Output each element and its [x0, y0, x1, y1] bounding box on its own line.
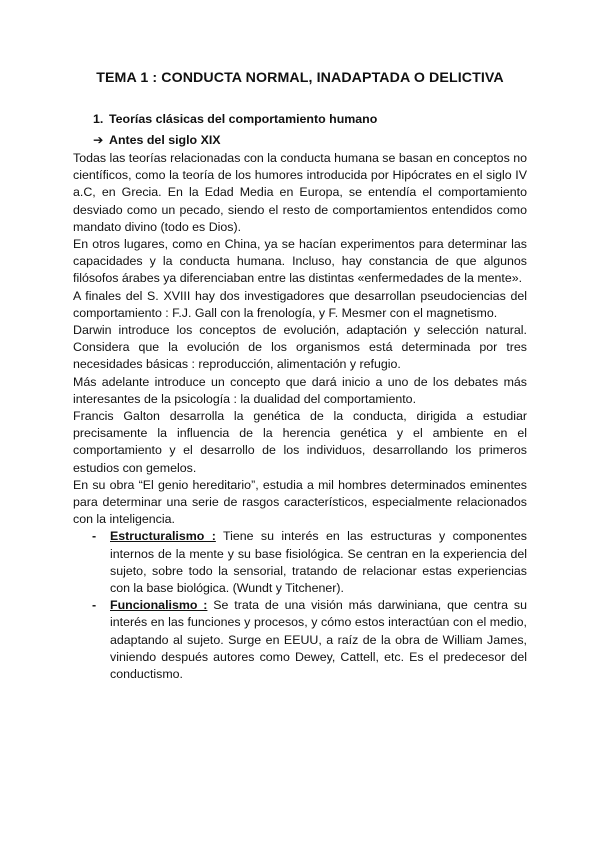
section-heading — [93, 110, 527, 129]
list-item — [92, 597, 527, 683]
arrow-right-icon: ➔ — [93, 133, 104, 147]
paragraph: Darwin introduce los conceptos de evolución, adaptación y selección natural. Considera que la evolución de los organismos está determinada por tres necesidades básicas : reproducción, alimentación y refugio. — [73, 323, 527, 372]
paragraph: En su obra “El genio hereditario”, estudia a mil hombres determinados eminentes para determinar una serie de rasgos característicos, especialmente relacionados con la inteligencia. — [73, 477, 527, 527]
section-heading-text: Teorías clásicas del comportamiento humano — [109, 112, 378, 126]
list-item-term: Funcionalismo : — [110, 598, 208, 613]
list-item — [92, 528, 527, 597]
paragraph: Todas las teorías relacionadas con la conducta humana se basan en conceptos no científicos, como la teoría de los humores introducida por Hipócrates en el siglo IV a.C, en Grecia. En la Edad Media en Europa, se entendía el comportamiento desviado como un pecado, siendo el resto de comportamientos entendidos como mandato divino (todo es Dios). — [73, 151, 527, 234]
subsection-heading-text: Antes del siglo XIX — [109, 133, 221, 147]
list-item-term: Estructuralismo : — [110, 529, 216, 544]
document-page — [73, 70, 527, 683]
schools-list — [73, 528, 527, 683]
page-title: TEMA 1 : CONDUCTA NORMAL, INADAPTADA O DELICTIVA — [96, 70, 504, 86]
paragraph: Francis Galton desarrolla la genética de la conducta, dirigida a estudiar precisamente la influencia de la herencia genética y el ambiente en el comportamiento y el desarrollo de los individuos, desarrollando los primeros estudios con gemelos. — [73, 409, 527, 475]
dash-bullet: - — [92, 598, 97, 613]
dash-bullet: - — [92, 529, 97, 544]
list-item-text: Tiene su interés en las estructuras y componentes internos de la mente y su base fisiológica. Se centran en la experiencia del sujeto, sobre todo la sensorial, tratando de relacionar estas experiencias con la base biológica. (Wundt y Titchener). — [110, 529, 527, 596]
subsection-heading — [93, 131, 527, 150]
section-number: 1. — [93, 112, 104, 126]
paragraph: A finales del S. XVIII hay dos investigadores que desarrollan pseudociencias del comportamiento : F.J. Gall con la frenología, y F. Mesmer con el magnetismo. — [73, 288, 527, 320]
paragraph: Más adelante introduce un concepto que dará inicio a uno de los debates más interesantes de la psicología : la dualidad del comportamiento. — [73, 374, 527, 406]
list-item-text: Se trata de una visión más darwiniana, que centra su interés en las funciones y procesos, y cómo estos interactúan con el medio, adaptando al sujeto. Surge en EEUU, a raíz de la obra de William James, viniendo después autores como Dewey, Cattell, etc. Es el predecesor del conductismo. — [110, 598, 528, 682]
paragraph: En otros lugares, como en China, ya se hacían experimentos para determinar las capacidades y la conducta humana. Incluso, hay constancia de que algunos filósofos árabes ya diferenciaban entre las distintas «enfermedades de la mente». — [73, 237, 527, 286]
